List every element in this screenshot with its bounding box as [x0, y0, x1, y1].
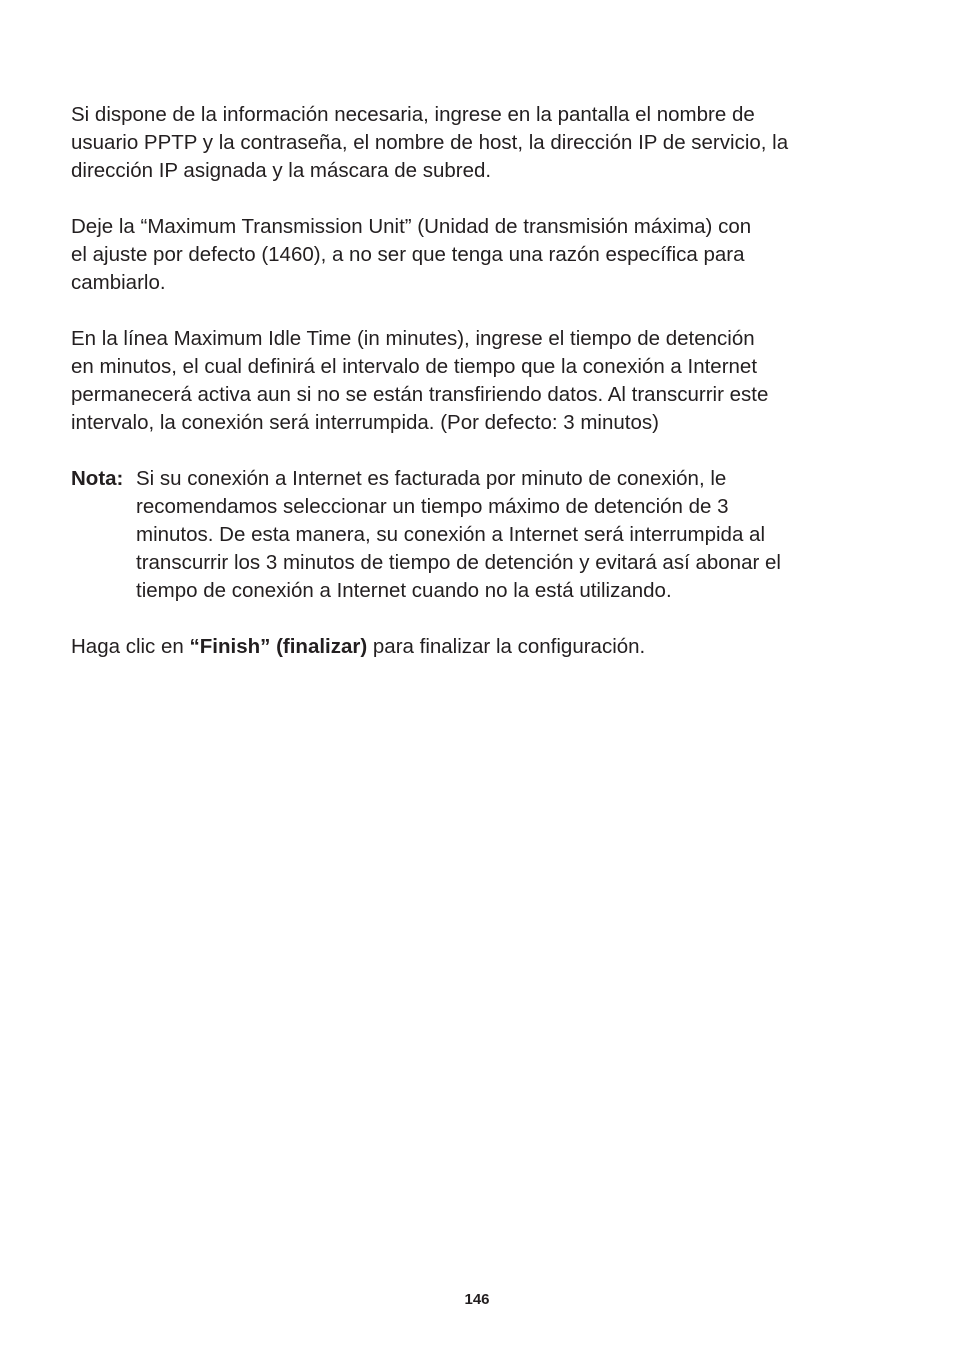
paragraph-mtu: [71, 213, 911, 297]
text-line: Si dispone de la información necesaria, ingrese en la pantalla el nombre de: [71, 103, 755, 126]
text-line: permanecerá activa aun si no se están transfiriendo datos. Al transcurrir este: [71, 383, 769, 406]
note-line: minutos. De esta manera, su conexión a Internet será interrumpida al: [136, 523, 765, 546]
text-line: en minutos, el cual definirá el intervalo de tiempo que la conexión a Internet: [71, 355, 758, 378]
note-line: recomendamos seleccionar un tiempo máximo de detención de 3: [136, 495, 729, 518]
note-line: Si su conexión a Internet es facturada por minuto de conexión, le: [136, 467, 727, 490]
text-line: En la línea Maximum Idle Time (in minutes), ingrese el tiempo de detención: [71, 327, 755, 350]
text-line: Deje la “Maximum Transmission Unit” (Unidad de transmisión máxima) con: [71, 215, 752, 238]
finish-suffix: para finalizar la configuración.: [367, 635, 646, 658]
text-line: usuario PPTP y la contraseña, el nombre de host, la dirección IP de servicio, la: [71, 131, 789, 154]
note-line: tiempo de conexión a Internet cuando no la está utilizando.: [136, 579, 672, 602]
text-line: cambiarlo.: [71, 271, 166, 294]
paragraph-finish: [71, 633, 911, 661]
note-label: Nota:: [71, 467, 124, 490]
paragraph-idle-time: [71, 325, 911, 437]
page-number: 146: [464, 1291, 490, 1308]
finish-prefix: Haga clic en: [71, 635, 190, 658]
text-line: dirección IP asignada y la máscara de subred.: [71, 159, 492, 182]
text-line: el ajuste por defecto (1460), a no ser que tenga una razón específica para: [71, 243, 745, 266]
document-body: [71, 101, 911, 689]
text-line: intervalo, la conexión será interrumpida. (Por defecto: 3 minutos): [71, 411, 659, 434]
paragraph-pptp-info: [71, 101, 911, 185]
note-block: [71, 465, 911, 605]
finish-button-reference: “Finish” (finalizar): [189, 635, 368, 658]
note-line: transcurrir los 3 minutos de tiempo de detención y evitará así abonar el: [136, 551, 781, 574]
